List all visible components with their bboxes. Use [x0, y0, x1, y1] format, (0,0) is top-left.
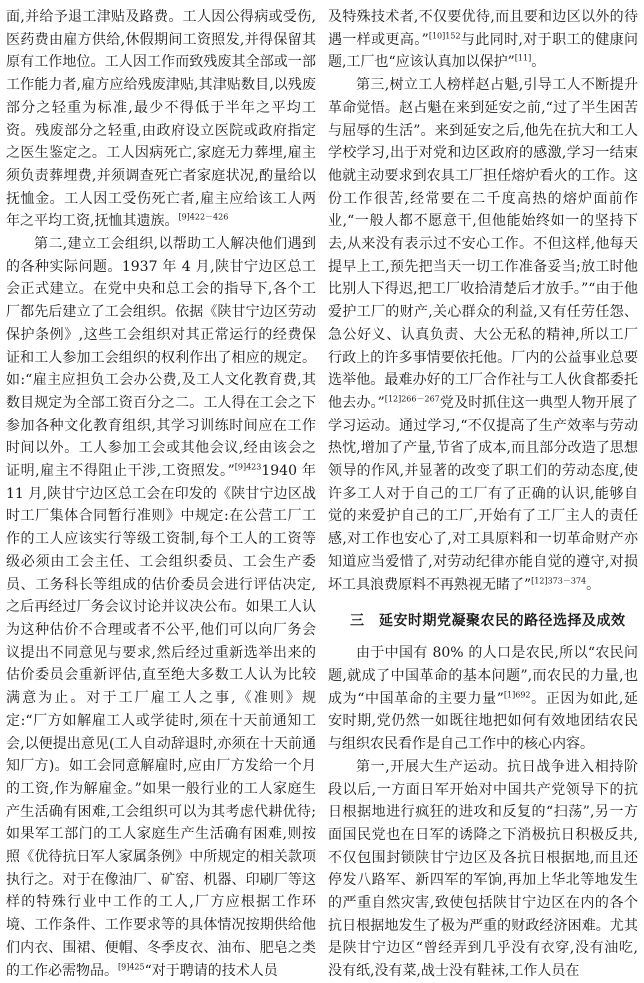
paragraph-text: 1940 年 11 月,陕甘宁边区总工会在印发的《陕甘宁边区战时工厂集体合同暂行准则》中规定:在公营工厂工作的工人应该实行等级工资制,每个工人的工资等级必须由工会主任、工会组织委员、工会生产委员、工务科长等组成的估价委员会进行评估决定,之后再经过厂务会议讨论并议决公布。如果工人认为这种估价不合理或者不公平,他们可以向厂务会议提出不同意见与要求,然后经过重新选举出来的估价委员会重新评估,直至绝大多数工人认为比较满意为止。对于工厂雇工人之事,《准则》规定:“厂方如解雇工人或学徒时,须在十天前通知工会,以便提出意见(工人自动辞退时,亦须在十天前通知厂方)。如工会同意解雇时,应由厂方发给一个月的工资,作为解雇金。”如果一般行业的工人家庭生产生活确有困难,工会组织可以为其考虑代耕优待;如果军工部门的工人家庭生产生活确有困难,则按照《优待抗日军人家属条例》中所规定的相关款项执行之。对于在像油厂、矿窑、机器、印刷厂等这样的特殊行业中工作的工人,厂方应根据工作环境、工作条件、工作要求等的具体情况按期供给他们内衣、围裙、便帽、冬季皮衣、油布、肥皂之类的工作必需物品。: [6, 463, 316, 979]
citation: [9]422－426: [178, 212, 229, 222]
paragraph-injury-compensation: [6, 6, 316, 233]
paragraph-text: 。: [586, 576, 601, 593]
citation: [9]423: [234, 462, 262, 472]
citation: [9]425: [118, 961, 145, 971]
citation: [1]692: [503, 690, 531, 700]
paragraph-technician-treatment: [328, 6, 638, 74]
paragraph-text: 第一,开展大生产运动。抗日战争进入相持阶段以后,一方面日军开始对中国共产党领导下的抗日根据地进行疯狂的进攻和反复的“扫荡”,另一方面国民党也在日军的诱降之下消极抗日积极反共,不仅包围封锁陕甘宁边区及各抗日根据地,而且还停发八路军、新四军的军饷,再加上华北等地发生的严重自然灾害,致使包括陕甘宁边区在内的各个抗日根据地发生了极为严重的财政经济困难。尤其是陕甘宁边区“曾经弄到几乎没有衣穿,没有油吃,没有纸,没有菜,战士没有鞋袜,工作人员在: [328, 758, 638, 980]
section-heading: 三 延安时期党凝聚农民的路径选择及成效: [350, 613, 626, 630]
paragraph-text: 。: [531, 54, 546, 71]
citation: [10]152: [428, 31, 461, 41]
paragraph-model-worker: [328, 74, 638, 596]
paragraph-text: 第三,树立工人榜样赵占魁,引导工人不断提升革命觉悟。赵占魁在来到延安之前,“过了半生困苦与屈辱的生活”。来到延安之后,他先在抗大和工人学校学习,出于对党和边区政府的感激,学习一结束他就主动要求到农具工厂担任熔炉看火的工作。这份工作很苦,经常要在二千度高热的熔炉面前作业,“一般人都不愿意干,但他能始终如一的坚持下去,从来没有表示过不安心工作。不但这样,他每天提早上工,预先把当天一切工作准备妥当;放工时他比别人下得迟,把工厂收拾清楚后才放手。”“由于他爱护工厂的财产,关心群众的利益,又有任劳任怨、急公好义、认真负责、大公无私的精神,所以工厂行政上的许多事情要依托他。厂内的公益事业总要选举他。最难办好的工厂合作社与工人伙食都委托他去办。”: [328, 77, 638, 411]
paragraph-text: 及特殊技术者,不仅要优待,而且要和边区以外的待遇一样或更高。”: [328, 9, 638, 48]
paragraph-text: 面,并给予退工津贴及路费。工人因公得病或受伤,医药费由雇方供给,休假期间工资照发,并得保留其原有工作地位。工人因工作而致残废其全部或一部工作能力者,雇方应给残废津贴,其津贴数目,以残废部分之轻重为标准,最少不得低于半年之平均工资。残废部分之轻重,由政府设立医院或政府指定之医生鉴定之。工人因病死亡,家庭无力葬埋,雇主须负责葬埋费,并须调查死亡者家庭状况,酌量给以抚恤金。工人因工受伤死亡者,雇主应给该工人两年之平均工资,抚恤其遗族。: [6, 9, 316, 230]
paragraph-text: 第二,建立工会组织,以帮助工人解决他们遇到的各种实际问题。1937 年 4 月,陕甘宁边区总工会正式建立。在党中央和总工会的指导下,各个工厂都先后建立了工会组织。依据《陕甘宁边区劳动保护条例》,这些工会组织对其正常运行的经费保证和工人参加工会组织的权利作出了相应的规定。如:“雇主应担负工会办公费,及工人文化教育费,其数目规定为全部工资百分之二。工人得在工会之下参加各种文化教育组织,其学习训练时间应在工作时间以外。工人参加工会或其他会议,经由该会之证明,雇主不得阻止干涉,工资照发。”: [6, 236, 316, 480]
right-column: [328, 6, 638, 980]
paragraph-production-campaign: [328, 756, 638, 983]
paragraph-text: “对于聘请的技术人员: [144, 962, 278, 979]
paragraph-text: 党及时抓住这一典型人物开展了学习运动。通过学习,“不仅提高了生产效率与劳动热忱,增加了产量,节省了成本,而且部分改造了思想领导的作风,并显著的改变了职工们的劳动态度,使许多工人对于自己的工厂有了正确的认识,能够自觉的来爱护自己的工厂,开始有了工厂主人的责任感,对工作也安心了,对工具原料和一切革命财产亦知道应当爱惜了,对劳动纪律亦能自觉的遵守,对损坏工具浪费原料不再熟视无睹了”: [328, 394, 638, 593]
paragraph-text: 与此同时,对于职工的健康问题,工厂也“应该认真加以保护”: [328, 31, 638, 71]
citation: [12]373－374: [531, 575, 587, 585]
paragraph-trade-union: [6, 233, 316, 982]
paragraph-peasant-question: [328, 642, 638, 756]
left-column: [6, 6, 316, 979]
paragraph-text: 由于中国有 80% 的人口是农民,所以“农民问题,就成了中国革命的基本问题”,而农民的力量,也成为“中国革命的主要力量”: [328, 645, 638, 707]
citation: [11]: [514, 53, 532, 63]
paragraph-text: 。正因为如此,延安时期,党仍然一如既往地把如何有效地团结农民与组织农民看作是自己工作中的核心内容。: [328, 690, 638, 753]
citation: [12]266－267: [384, 394, 440, 404]
